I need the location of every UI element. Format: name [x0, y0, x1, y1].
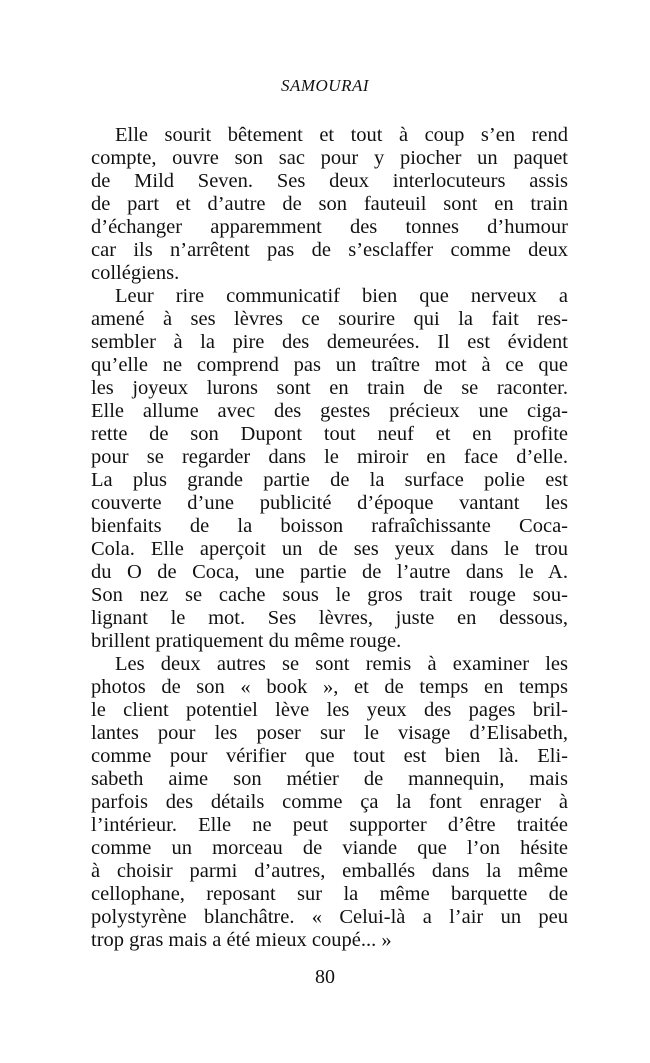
text-line: lignant le mot. Ses lèvres, juste en dessous, — [91, 607, 568, 629]
body-text — [91, 124, 568, 952]
text-line: d’échanger apparemment des tonnes d’humour — [91, 216, 568, 238]
text-line: trop gras mais a été mieux coupé... » — [91, 929, 392, 951]
text-line: brillent pratiquement du même rouge. — [91, 630, 402, 652]
text-line: comme pour vérifier que tout est bien là. Eli- — [91, 745, 568, 767]
text-line: le client potentiel lève les yeux des pages bril- — [91, 699, 568, 721]
text-line: photos de son « book », et de temps en temps — [91, 676, 568, 698]
text-line: bienfaits de la boisson rafraîchissante Coca- — [91, 515, 568, 537]
text-line: Leur rire communicatif bien que nerveux a — [115, 285, 568, 307]
text-line: couverte d’une publicité d’époque vantant les — [91, 492, 568, 514]
text-line: rette de son Dupont tout neuf et en profite — [91, 423, 568, 445]
text-line: Les deux autres se sont remis à examiner les — [115, 653, 568, 675]
running-head: SAMOURAI — [280, 76, 370, 95]
text-line: cellophane, reposant sur la même barquette de — [91, 883, 568, 905]
text-line: les joyeux lurons sont en train de se raconter. — [91, 377, 568, 399]
text-line: de Mild Seven. Ses deux interlocuteurs assis — [91, 170, 568, 192]
text-line: sembler à la pire des demeurées. Il est évident — [91, 331, 568, 353]
text-line: Son nez se cache sous le gros trait rouge sou- — [91, 584, 568, 606]
text-line: comme un morceau de viande que l’on hésite — [91, 837, 568, 859]
text-line: polystyrène blanchâtre. « Celui-là a l’air un peu — [91, 906, 568, 928]
text-line: qu’elle ne comprend pas un traître mot à ce que — [91, 354, 568, 376]
text-line: sabeth aime son métier de mannequin, mais — [91, 768, 568, 790]
text-line: Elle sourit bêtement et tout à coup s’en rend — [115, 124, 568, 146]
paragraph-3 — [91, 653, 568, 952]
text-line: à choisir parmi d’autres, emballés dans la même — [91, 860, 568, 882]
text-line: lantes pour les poser sur le visage d’Elisabeth, — [91, 722, 568, 744]
text-line: amené à ses lèvres ce sourire qui la fait res- — [91, 308, 568, 330]
paragraph-1 — [91, 124, 568, 285]
text-line: pour se regarder dans le miroir en face d’elle. — [91, 446, 568, 468]
text-line: Cola. Elle aperçoit un de ses yeux dans le trou — [91, 538, 568, 560]
text-line: parfois des détails comme ça la font enrager à — [91, 791, 568, 813]
text-line: La plus grande partie de la surface polie est — [91, 469, 568, 491]
text-line: de part et d’autre de son fauteuil sont en train — [91, 193, 568, 215]
text-line: Elle allume avec des gestes précieux une ciga- — [91, 400, 568, 422]
page-number: 80 — [315, 966, 335, 988]
paragraph-2 — [91, 285, 568, 653]
text-line: du O de Coca, une partie de l’autre dans le A. — [91, 561, 568, 583]
text-line: collégiens. — [91, 262, 180, 284]
text-line: l’intérieur. Elle ne peut supporter d’être traitée — [91, 814, 568, 836]
text-line: compte, ouvre son sac pour y piocher un paquet — [91, 147, 568, 169]
text-line: car ils n’arrêtent pas de s’esclaffer comme deux — [91, 239, 568, 261]
